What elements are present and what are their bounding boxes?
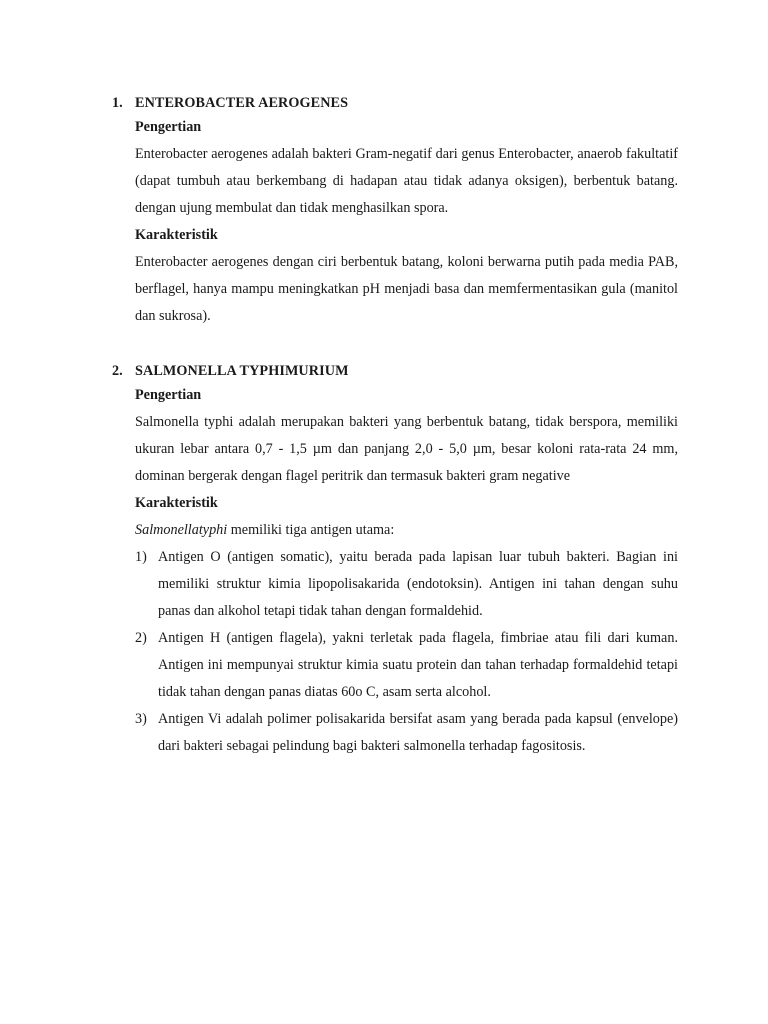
section-enterobacter — [112, 92, 678, 330]
pengertian-heading: Pengertian — [135, 119, 202, 135]
karakteristik-heading: Karakteristik — [135, 227, 218, 243]
section-number: 2. — [112, 363, 123, 379]
pengertian-paragraph: Salmonella typhi adalah merupakan bakteri yang berbentuk batang, tidak berspora, memiliki ukuran lebar antara 0,7 - 1,5 µm dan panjang 2,0 - 5,0 µm, besar koloni rata-rata 24 mm, dominan bergerak dengan flagel peritrik dan termasuk bakteri gram negative — [135, 414, 678, 484]
pengertian-heading: Pengertian — [135, 387, 202, 403]
section-body — [135, 382, 678, 760]
section-heading — [112, 360, 678, 382]
list-item-text: Antigen O (antigen somatic), yaitu berada pada lapisan luar tubuh bakteri. Bagian ini memiliki struktur kimia lipopolisakarida (endotoksin). Antigen ini tahan dengan suhu panas dan alkohol tetapi tidak tahan dengan formaldehid. — [158, 549, 678, 619]
list-item — [135, 706, 678, 760]
karakteristik-paragraph: Enterobacter aerogenes dengan ciri berbentuk batang, koloni berwarna putih pada media PAB, berflagel, hanya mampu meningkatkan pH menjadi basa dan memfermentasikan gula (manitol dan sukrosa). — [135, 254, 678, 324]
section-title: ENTEROBACTER AEROGENES — [135, 95, 349, 111]
species-name: Salmonellatyphi — [135, 522, 228, 538]
list-marker: 3) — [135, 711, 147, 727]
antigen-list — [135, 544, 678, 760]
karakteristik-heading: Karakteristik — [135, 495, 218, 511]
list-marker: 1) — [135, 549, 147, 565]
section-number: 1. — [112, 95, 123, 111]
section-body — [135, 114, 678, 330]
section-heading — [112, 92, 678, 114]
list-item-text: Antigen H (antigen flagela), yakni terletak pada flagela, fimbriae atau fili dari kuman. Antigen ini mempunyai struktur kimia suatu protein dan tahan terhadap formaldehid tetapi tidak tahan dengan panas diatas 60o C, asam serta alcohol. — [158, 630, 678, 700]
pengertian-paragraph: Enterobacter aerogenes adalah bakteri Gram-negatif dari genus Enterobacter, anaerob fakultatif (dapat tumbuh atau berkembang di hadapan atau tidak adanya oksigen), berbentuk batang. dengan ujung membulat dan tidak menghasilkan spora. — [135, 146, 678, 216]
section-title: SALMONELLA TYPHIMURIUM — [135, 363, 349, 379]
list-item — [135, 625, 678, 706]
antigen-intro-text: memiliki tiga antigen utama: — [227, 522, 395, 538]
list-marker: 2) — [135, 630, 147, 646]
antigen-intro — [135, 517, 678, 544]
list-item — [135, 544, 678, 625]
section-salmonella — [112, 360, 678, 760]
list-item-text: Antigen Vi adalah polimer polisakarida bersifat asam yang berada pada kapsul (envelope) dari bakteri sebagai pelindung bagi bakteri salmonella terhadap fagositosis. — [158, 711, 678, 754]
